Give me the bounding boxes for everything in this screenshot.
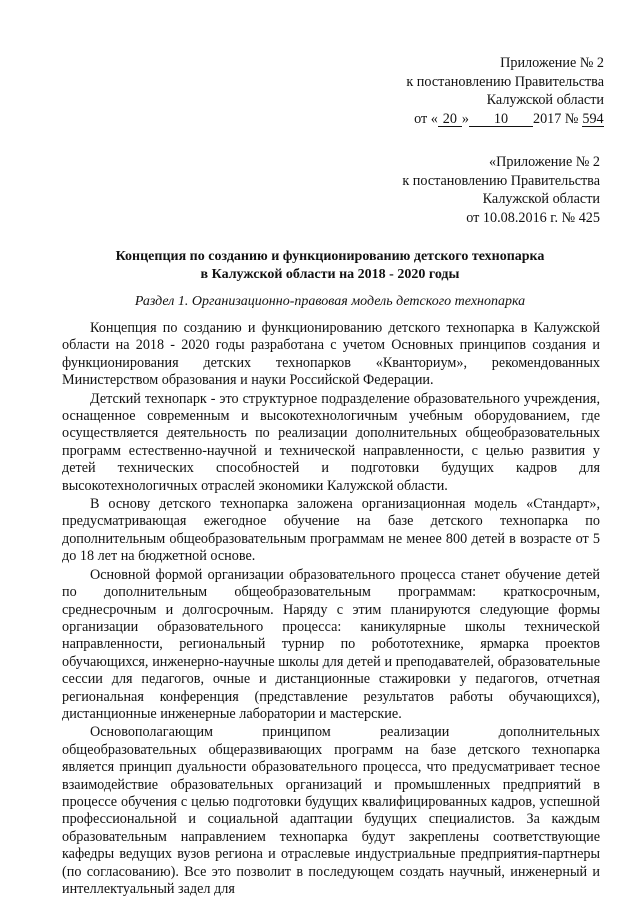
date-day: 20 xyxy=(438,112,462,127)
document-title-line-1: Концепция по созданию и функционированию детского технопарка xyxy=(115,249,545,264)
appendix-resolution-line-previous: к постановлению Правительства xyxy=(402,172,600,189)
appendix-date-line-previous: от 10.08.2016 г. № 425 xyxy=(466,209,600,226)
appendix-block-current xyxy=(406,54,604,128)
paragraph-4: Основной формой организации образовательного процесса станет обучение детей по дополнительным общеобразовательным программам: краткосрочным, среднесрочным и долгосрочным. Наряду с этим планируются следующие формы организации образовательного процесса: каникулярные школы технической направленности, региональный турнир по робототехнике, ярмарка проектов обучающихся, инженерно-научные школы для детей и преподавателей, образовательные сессии для педагогов, очные и дистанционные стажировки у педагогов, отчетная региональная конференция (представление результатов работы обучающихся), дистанционные инженерные лаборатории и мастерские. xyxy=(62,566,600,722)
paragraph-5: Основополагающим принципом реализации дополнительных общеобразовательных общеразвивающих программ на базе детского технопарка является принцип дуальности образовательного процесса, что предусматривает тесное взаимодействие образовательных организаций и промышленных предприятий в процессе обучения с целью подготовки будущих квалифицированных кадров, успешной профессиональной и социальной адаптации будущих специалистов. За каждым образовательным направлением технопарка будут закреплены соответствующие кафедры ведущих вузов региона и отраслевые индустриальные предприятия-партнеры (по согласованию). Все это позволит в последующем создать научный, инженерный и интеллектуальный задел для xyxy=(62,724,600,897)
document-title-line-2: в Калужской области на 2018 - 2020 годы xyxy=(200,266,460,282)
resolution-number: 594 xyxy=(582,110,604,127)
document-title xyxy=(40,248,620,283)
date-month: 10 xyxy=(469,112,533,127)
paragraph-2: Детский технопарк - это структурное подразделение образовательного учреждения, оснащенное современным и высокотехнологичным учебным оборудованием, где осуществляется деятельность по реализации дополнительных общеобразовательных программ естественно-научной и технической направленности, с целью развития у детей технических способностей и подготовки будущих кадров для высокотехнологичных отраслей экономики Калужской области. xyxy=(62,390,600,494)
paragraph-1: Концепция по созданию и функционированию детского технопарка в Калужской области на 2018 - 2020 годы разработана с учетом Основных принципов создания и функционирования детских технопарков «Кванториум», рекомендованных Министерством образования и науки Российской Федерации. xyxy=(62,320,600,389)
appendix-date-line xyxy=(406,110,604,129)
date-mid: » xyxy=(461,110,469,127)
paragraph-3: В основу детского технопарка заложена организационная модель «Стандарт», предусматривающая ежегодное обучение на базе детского технопарка по дополнительным общеобразовательным программам не менее 800 детей в возрасте от 5 до 18 лет на бюджетной основе. xyxy=(62,496,600,565)
date-year: 2017 № xyxy=(532,110,579,127)
appendix-label: Приложение № 2 xyxy=(500,55,604,71)
appendix-region-line-previous: Калужской области xyxy=(482,191,600,207)
appendix-region-line: Калужской области xyxy=(486,92,604,108)
date-prefix: от « xyxy=(414,110,438,127)
appendix-resolution-line: к постановлению Правительства xyxy=(406,73,604,90)
document-body xyxy=(62,320,600,898)
appendix-label-previous: «Приложение № 2 xyxy=(489,154,600,170)
appendix-block-previous xyxy=(402,153,600,227)
section-heading: Раздел 1. Организационно-правовая модель детского технопарка xyxy=(134,294,526,309)
